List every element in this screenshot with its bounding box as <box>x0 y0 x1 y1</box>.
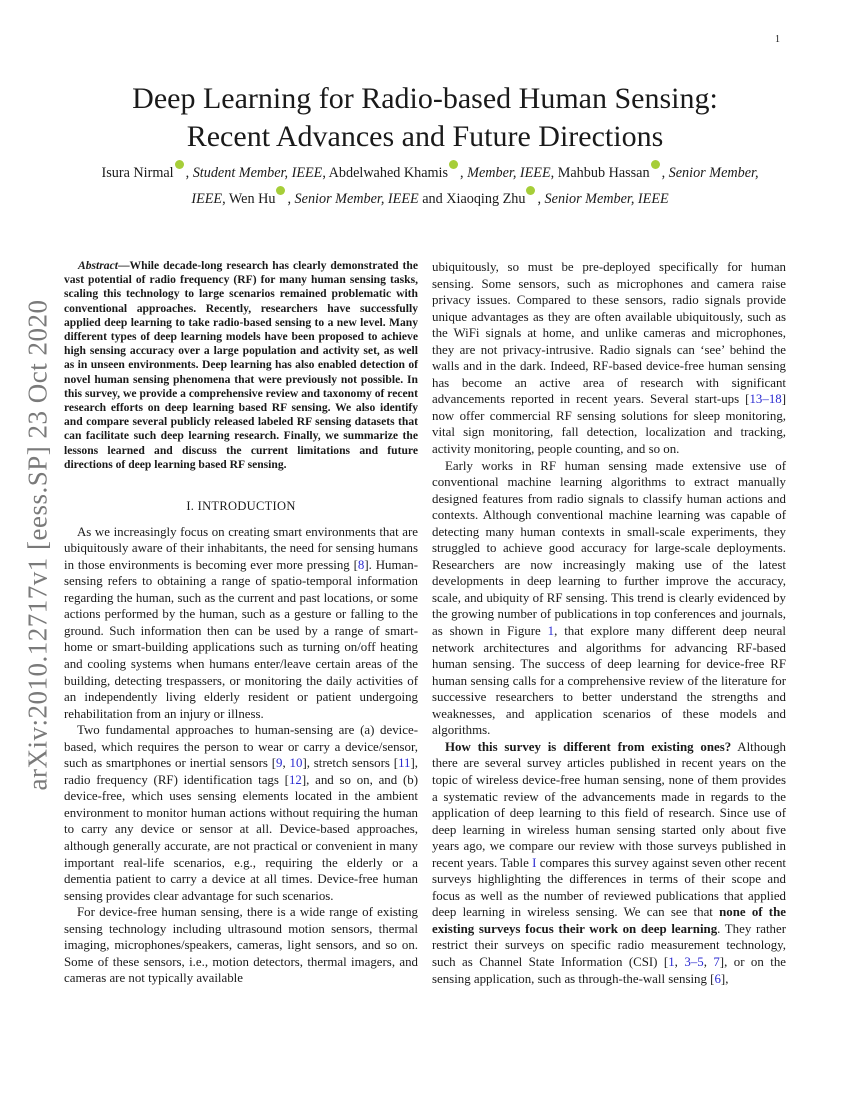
text: . They rather restrict their surveys on specific radio measurement technology, such as Channel State Information (CSI) [ <box>432 921 786 969</box>
citation-link[interactable]: 1 <box>668 954 675 969</box>
text: ], <box>720 971 729 986</box>
text: ], stretch sensors [ <box>302 756 399 771</box>
author-name: Abdelwahed Khamis <box>328 165 449 181</box>
text: ], or on the sensing application, such as through-the-wall sensing [ <box>432 954 786 986</box>
paper-title <box>60 80 790 156</box>
citation-link[interactable]: 7 <box>713 954 720 969</box>
text: , <box>703 954 714 969</box>
text: Although there are several survey articles published in recent years on the topic of wireless device-free human sensing, none of them provides a systematic review of the advancements made in regards to the application of deep learning to this field of research. Since use of deep learning in wireless human sensing started only about five years ago, we compare our review with those surveys published in recent years. Table <box>432 739 786 870</box>
author-role: Student Member, IEEE <box>192 165 323 181</box>
citation-link[interactable]: 9 <box>276 756 283 771</box>
citation-range-dash: – <box>690 954 698 969</box>
abstract <box>64 259 418 472</box>
title-line-1: Deep Learning for Radio-based Human Sensing: <box>132 82 718 115</box>
author-list: Isura Nirmal , Student Member, IEEE, Abdelwahed Khamis , Member, IEEE, Mahbub Hassan , Senior Member, IEEE, Wen Hu , Senior Member, IEEE and Xiaoqing Zhu , Senior Member, IEEE <box>88 160 772 212</box>
abstract-label: Abstract <box>78 259 118 272</box>
citation-link[interactable]: 11 <box>398 756 411 771</box>
citation-link[interactable]: 8 <box>357 557 365 572</box>
text: , <box>674 954 685 969</box>
left-column <box>64 259 418 987</box>
author-name: Wen Hu <box>228 191 276 207</box>
paragraph <box>432 739 786 987</box>
author-role: Senior Member, IEEE <box>294 191 419 207</box>
author-role: Member, IEEE <box>467 165 551 181</box>
citation-link[interactable]: 12 <box>288 772 302 787</box>
text: ] now offer commercial RF sensing solutions for sleep monitoring, vital sign monitoring, fall detection, localization and tracking, activity monitoring, people counting, and so on. <box>432 392 786 457</box>
arxiv-identifier-stamp <box>18 295 58 795</box>
bold-phrase: none of the existing surveys focus their work on deep learning <box>432 905 786 936</box>
right-column <box>432 259 786 987</box>
author-name: Xiaoqing Zhu <box>446 191 526 207</box>
text: , that explore many different deep neural network architectures and algorithms for advancing RF-based human sensing. The success of deep learning for device-free RF human sensing calls for a comprehensive review of the literature for successive researchers to better understand the strengths and weaknesses, and application scenarios of these models and algorithms. <box>432 624 786 738</box>
text: ubiquitously, so must be pre-deployed specifically for human sensing. Some sensors, such as microphones and camera raise privacy issues. Compared to these sensors, radio signals provide unique advantages as they are often available ubiquitously, such as the WiFi signals at home, and unlike cameras and microphones, they are not privacy-intrusive. Radio signals can ‘see’ behind the walls and in the dark. Indeed, RF-based device-free human sensing has become an active area of research with significant advancements reported in recent years. Several start-ups [ <box>432 260 786 407</box>
paragraph: For device-free human sensing, there is a wide range of existing sensing technology including ultrasound motion sensors, thermal imaging, microphones/speakers, cameras, light sensors, and so on. Some of these sensors, i.e., motion detectors, thermal imagers, and cameras are not typically available <box>64 905 418 986</box>
text: compares this survey against seven other recent surveys highlighting the differences in terms of their scope and focus as well as the number of reviewed publications that applied deep learning in wireless sensing. We can see that <box>432 855 786 920</box>
citation-link[interactable]: 10 <box>289 756 303 771</box>
orcid-icon[interactable] <box>449 160 458 169</box>
text: As we increasingly focus on creating smart environments that are ubiquitously aware of their inhabitants, the need for sensing humans in those environments is becoming ever more pressing [ <box>64 524 418 572</box>
citation-link[interactable]: 6 <box>714 971 721 986</box>
section-heading: I. INTRODUCTION <box>186 499 296 514</box>
orcid-icon[interactable] <box>175 160 184 169</box>
author-role: Senior Member, IEEE <box>191 165 759 207</box>
abstract-text: —While decade-long research has clearly demonstrated the vast potential of radio frequency (RF) for many human sensing tasks, scaling this technology to large scenarios remained problematic with conventional approaches. Recently, researchers have successfully applied deep learning to take radio-based sensing to a new level. Many different types of deep learning models have been proposed to achieve high sensing accuracy over a large population and activity set, as well as in unseen environments. Deep learning has also enabled detection of novel human sensing phenomena that were previously not possible. In this survey, we provide a comprehensive review and taxonomy of recent research efforts on deep learning based RF sensing. We also identify and compare several publicly released labeled RF sensing datasets that can facilitate such deep learning research. Finally, we summarize the lessons learned and discuss the current limitations and future directions of deep learning based RF sensing. <box>64 259 418 471</box>
orcid-icon[interactable] <box>651 160 660 169</box>
text: Early works in RF human sensing made extensive use of conventional machine learning algorithms to extract manually designed features from radio signals to classify human actions and contexts. Although conventional machine learning was capable of detecting many human contexts in small-scale experiments, they struggled to achieve good accuracy for large-scale deployments. Researchers are now increasingly making use of the latest developments in deep learning to further improve the accuracy, scale, and ubiquity of RF sensing. This trend is clearly evidenced by the growing number of publications in top conferences and journals, as shown in Figure <box>432 458 786 639</box>
author-role: Senior Member, IEEE <box>544 191 669 207</box>
citation-link[interactable]: 18 <box>768 392 782 407</box>
citation-link[interactable]: 3 <box>684 954 691 969</box>
author-name: Mahbub Hassan <box>557 165 650 181</box>
citation-link[interactable]: 5 <box>697 954 704 969</box>
text: Two fundamental approaches to human-sensing are (a) device-based, which requires the person to wear or carry a device/sensor, such as smartphones or inertial sensors [ <box>64 723 418 771</box>
text: ]. Human-sensing refers to obtaining a range of spatio-temporal information regarding the human, such as the current and past locations, or some actions performed by the human, such as a gesture or falling to the ground. Such information then can be used by a range of smart-home or smart-building applications such as turning on/off heating and cooling systems when humans enter/leave certain areas of the building, detecting trespassers, or monitoring the daily activities of an independently living elderly resident or patient undergoing rehabilitation from an injury or illness. <box>64 557 418 721</box>
paragraph <box>432 458 786 739</box>
citation-range-dash: – <box>762 392 769 407</box>
paragraph <box>64 524 418 723</box>
arxiv-identifier-text: arXiv:2010.12717v1 [eess.SP] 23 Oct 2020 <box>22 299 53 791</box>
paragraph <box>432 259 786 458</box>
orcid-icon[interactable] <box>276 186 285 195</box>
page-number: 1 <box>775 34 780 45</box>
figure-link[interactable]: 1 <box>547 624 555 639</box>
orcid-icon[interactable] <box>526 186 535 195</box>
title-line-2: Recent Advances and Future Directions <box>186 120 664 153</box>
text: ], radio frequency (RF) identification tags [ <box>64 756 418 787</box>
conjunction: and <box>422 191 443 207</box>
bold-lead: How this survey is different from existing ones? <box>445 739 732 754</box>
citation-link[interactable]: 13 <box>749 392 763 407</box>
text: ], and so on, and (b) device-free, which uses sensing elements located in the ambient environment to monitor human actions without requiring the human to carry any device or sensor at all. Device-based approaches, although generally accurate, are not practical or convenient in many important real-life scenarios, e.g., requiring the elderly or a dementia patient to carry a device at all times. Device-free human sensing provides clear advantage for such scenarios. <box>64 772 418 903</box>
author-name: Isura Nirmal <box>101 165 174 181</box>
paragraph <box>64 722 418 904</box>
table-link[interactable]: I <box>532 855 537 870</box>
text: , <box>282 756 290 771</box>
